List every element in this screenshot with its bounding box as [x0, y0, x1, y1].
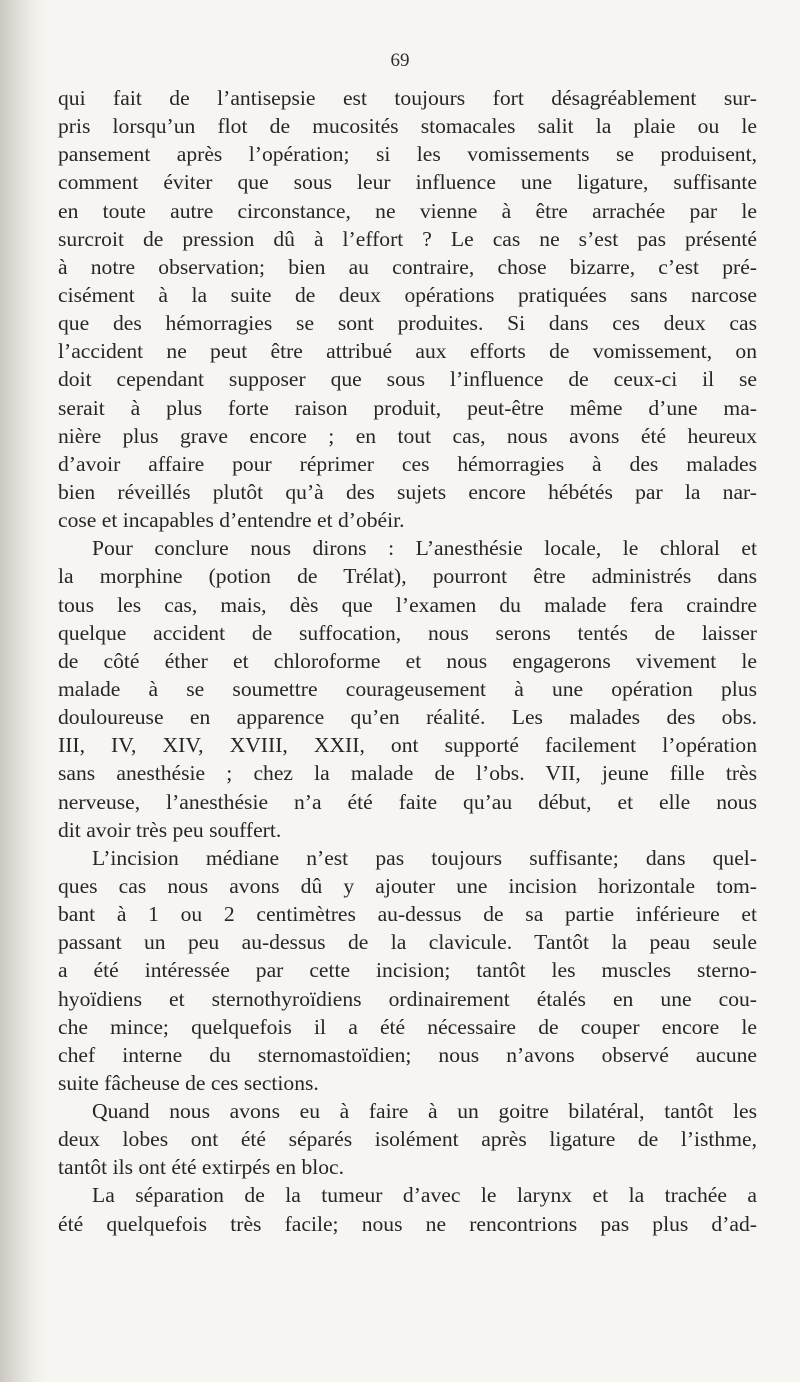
paragraph [58, 534, 757, 844]
text-line: serait à plus forte raison produit, peut-être même d’une ma- [58, 395, 757, 420]
text-line: a été intéressée par cette incision; tantôt les muscles sterno- [58, 958, 757, 983]
text-line: nerveuse, l’anesthésie n’a été faite qu’au début, et elle nous [58, 789, 757, 814]
text-line: nière plus grave encore ; en tout cas, nous avons été heureux [58, 423, 757, 448]
text-line: passant un peu au-dessus de la clavicule. Tantôt la peau seule [58, 930, 757, 955]
text-line: surcroit de pression dû à l’effort ? Le cas ne s’est pas présenté [58, 226, 757, 251]
text-line: malade à se soumettre courageusement à une opération plus [58, 676, 757, 701]
text-line: cose et incapables d’entendre et d’obéir. [58, 508, 405, 533]
text-line: tous les cas, mais, dès que l’examen du malade fera craindre [58, 592, 757, 617]
text-line: deux lobes ont été séparés isolément après ligature de l’isthme, [58, 1127, 757, 1152]
text-line: pris lorsqu’un flot de mucosités stomacales salit la plaie ou le [58, 114, 757, 139]
text-line: l’accident ne peut être attribué aux efforts de vomissement, on [58, 339, 757, 364]
text-line: de côté éther et chloroforme et nous engagerons vivement le [58, 648, 757, 673]
paragraph [58, 844, 757, 1097]
text-line: Pour conclure nous dirons : L’anesthésie locale, le chloral et [92, 536, 757, 561]
text-line: doit cependant supposer que sous l’influence de ceux-ci il se [58, 367, 757, 392]
paragraph [58, 84, 757, 534]
text-line: pansement après l’opération; si les vomissements se produisent, [58, 142, 757, 167]
text-line: que des hémorragies se sont produites. Si dans ces deux cas [58, 311, 757, 336]
page-text [58, 84, 757, 1238]
text-line: hyoïdiens et sternothyroïdiens ordinairement étalés en une cou- [58, 986, 757, 1011]
paragraph [58, 1097, 757, 1181]
text-line: Quand nous avons eu à faire à un goitre bilatéral, tantôt les [92, 1099, 757, 1124]
text-line: quelque accident de suffocation, nous serons tentés de laisser [58, 620, 757, 645]
text-line: tantôt ils ont été extirpés en bloc. [58, 1155, 345, 1180]
text-line: bant à 1 ou 2 centimètres au-dessus de sa partie inférieure et [58, 902, 757, 927]
page-number: 69 [390, 50, 410, 71]
text-line: à notre observation; bien au contraire, chose bizarre, c’est pré- [58, 254, 757, 279]
text-line: ques cas nous avons dû y ajouter une incision horizontale tom- [58, 873, 757, 898]
text-line: douloureuse en apparence qu’en réalité. Les malades des obs. [58, 705, 757, 730]
text-line: La séparation de la tumeur d’avec le larynx et la trachée a [92, 1183, 757, 1208]
text-line: III, IV, XIV, XVIII, XXII, ont supporté facilement l’opération [58, 733, 757, 758]
text-line: bien réveillés plutôt qu’à des sujets encore hébétés par la nar- [58, 479, 757, 504]
text-line: en toute autre circonstance, ne vienne à être arrachée par le [58, 198, 757, 223]
text-line: qui fait de l’antisepsie est toujours fort désagréablement sur- [58, 86, 757, 110]
text-line: che mince; quelquefois il a été nécessaire de couper encore le [58, 1014, 757, 1039]
text-line: d’avoir affaire pour réprimer ces hémorragies à des malades [58, 451, 757, 476]
text-line: cisément à la suite de deux opérations pratiquées sans narcose [58, 282, 757, 307]
text-line: suite fâcheuse de ces sections. [58, 1070, 319, 1095]
text-line: dit avoir très peu souffert. [58, 817, 282, 842]
text-line: été quelquefois très facile; nous ne rencontrions pas plus d’ad- [58, 1211, 757, 1236]
paragraph [58, 1181, 757, 1237]
text-line: comment éviter que sous leur influence une ligature, suffisante [58, 170, 757, 195]
text-line: la morphine (potion de Trélat), pourront être administrés dans [58, 564, 757, 589]
text-line: L’incision médiane n’est pas toujours suffisante; dans quel- [92, 845, 757, 870]
binding-shadow [0, 0, 46, 1382]
text-line: sans anesthésie ; chez la malade de l’obs. VII, jeune fille très [58, 761, 757, 786]
text-line: chef interne du sternomastoïdien; nous n’avons observé aucune [58, 1042, 757, 1067]
